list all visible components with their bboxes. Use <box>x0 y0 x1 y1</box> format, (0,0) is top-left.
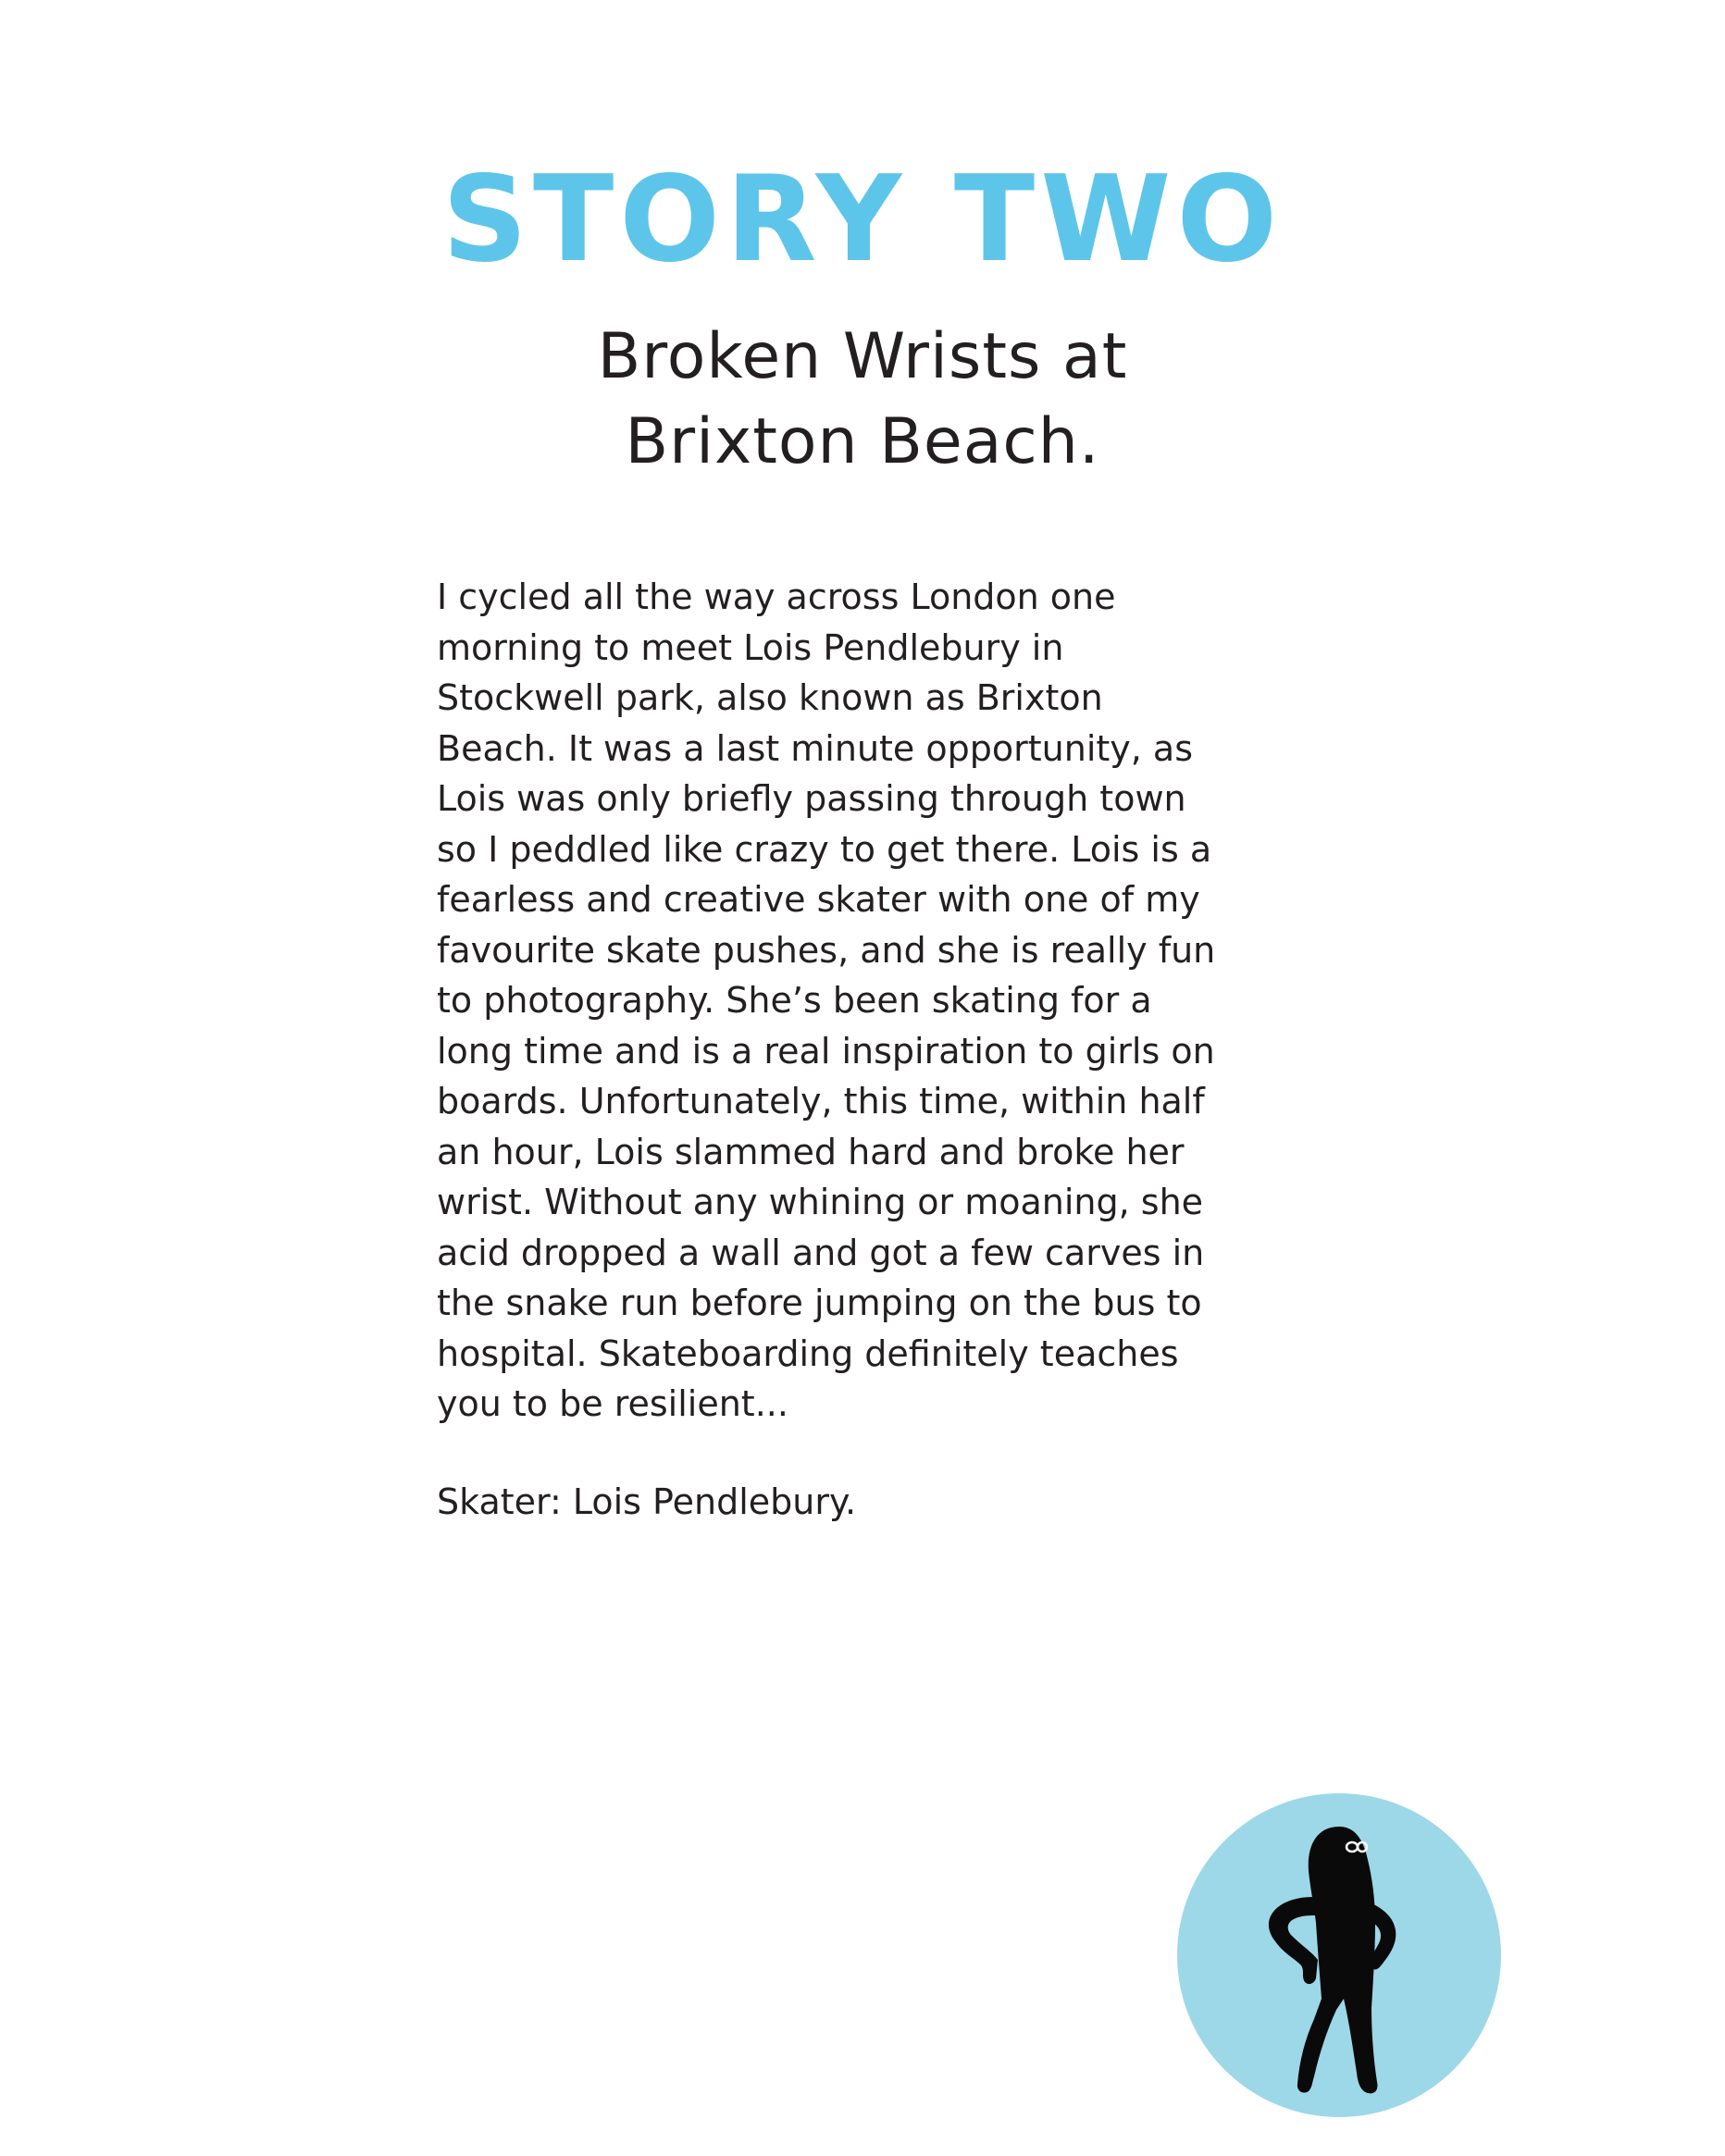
body-line: wrist. Without any whining or moaning, she <box>437 1182 1204 1222</box>
character-badge <box>1177 1793 1501 2117</box>
body-line: the snake run before jumping on the bus to <box>437 1282 1202 1323</box>
body-line: an hour, Lois slammed hard and broke her <box>437 1131 1185 1172</box>
story-body <box>437 572 1307 1430</box>
body-line: so I peddled like crazy to get there. Lois is a <box>437 828 1212 870</box>
body-line: Stockwell park, also known as Brixton <box>437 677 1103 718</box>
body-line: long time and is a real inspiration to girls on <box>437 1030 1215 1072</box>
body-line: fearless and creative skater with one of my <box>437 879 1200 920</box>
body-line: Lois was only briefly passing through town <box>437 778 1186 819</box>
body-line: to photography. She’s been skating for a <box>437 980 1152 1021</box>
body-line: hospital. Skateboarding definitely teaches <box>437 1332 1179 1374</box>
body-line: morning to meet Lois Pendlebury in <box>437 626 1064 668</box>
body-line: boards. Unfortunately, this time, within half <box>437 1081 1205 1121</box>
body-line: I cycled all the way across London one <box>437 576 1116 617</box>
body-line: you to be resilient... <box>437 1383 788 1424</box>
story-title-line: Broken Wrists at <box>597 320 1128 393</box>
body-line: Beach. It was a last minute opportunity, as <box>437 727 1193 769</box>
standing-figure-icon <box>1177 1793 1501 2117</box>
body-line: favourite skate pushes, and she is really fun <box>437 929 1216 971</box>
story-heading: STORY TWO <box>441 151 1284 289</box>
story-title <box>0 315 1725 485</box>
body-line: acid dropped a wall and got a few carves in <box>437 1232 1205 1273</box>
skater-credit: Skater: Lois Pendlebury. <box>437 1481 857 1522</box>
story-title-line: Brixton Beach. <box>625 405 1100 478</box>
